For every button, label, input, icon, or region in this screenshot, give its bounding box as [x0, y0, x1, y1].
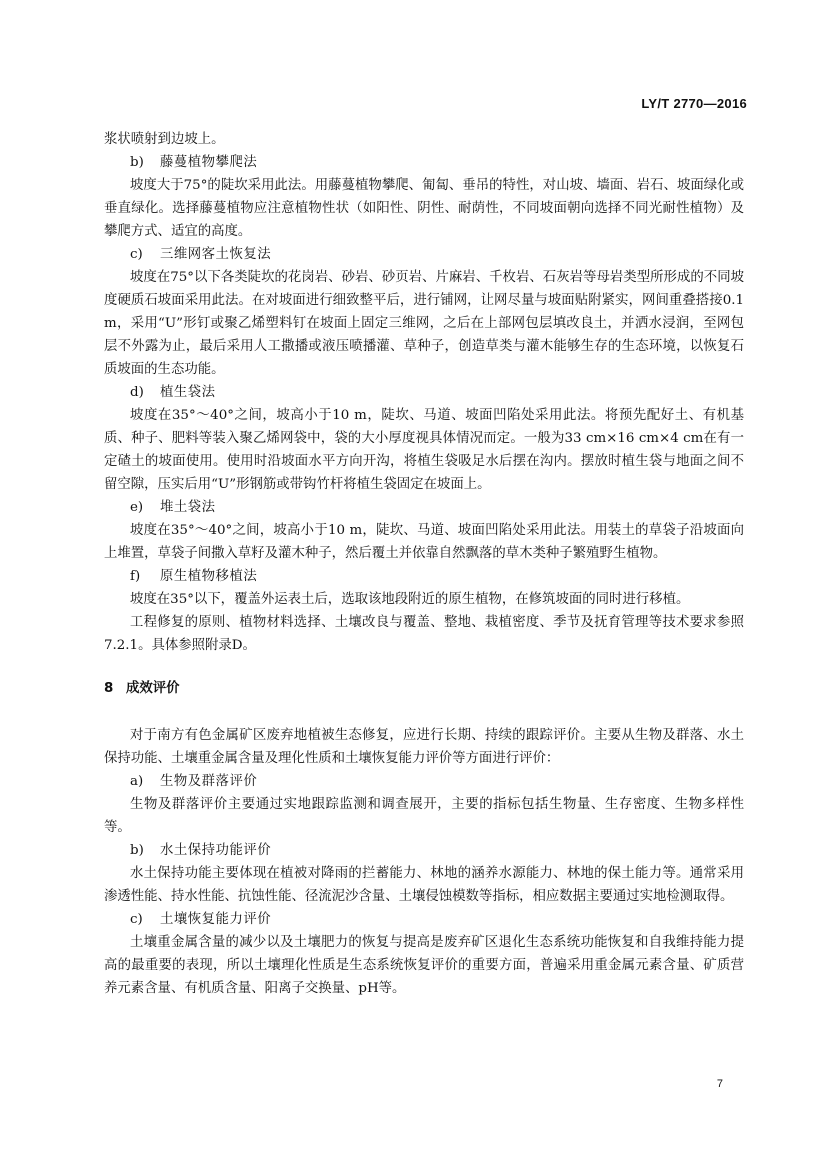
page-number: 7 [716, 1078, 723, 1090]
subsection-heading [130, 496, 744, 519]
body-paragraph: 土壤重金属含量的减少以及土壤肥力的恢复与提高是废弃矿区退化生态系统功能恢复和自我维持能力提高的最重要的表现，所以土壤理化性质是生态系统恢复评价的重要方面，普遍采用重金属元素含量、矿质营养元素含量、有机质含量、阳离子交换量、pH等。 [104, 935, 744, 996]
subsection-title: 土壤恢复能力评价 [160, 912, 272, 927]
subsection-label: d) [130, 385, 144, 400]
subsection-label: b) [130, 843, 144, 858]
standard-code: LY/T 2770—2016 [641, 96, 747, 111]
subsection-heading [130, 243, 744, 266]
subsection-label: f) [130, 569, 141, 584]
subsection-heading [130, 770, 744, 793]
subsection-title: 藤蔓植物攀爬法 [160, 155, 258, 170]
subsection-label: c) [130, 912, 143, 927]
body-paragraph: 坡度大于75°的陡坎采用此法。用藤蔓植物攀爬、匍匐、垂吊的特性，对山坡、墙面、岩石、坡面绿化或垂直绿化。选择藤蔓植物应注意植物性状（如阳性、阴性、耐荫性，不同坡面朝向选择不同光耐性植物）及攀爬方式、适宜的高度。 [104, 178, 744, 239]
section-number: 8 [104, 681, 114, 696]
section-heading [104, 677, 744, 700]
subsection-heading [130, 839, 744, 862]
body-paragraph: 坡度在75°以下各类陡坎的花岗岩、砂岩、砂页岩、片麻岩、千枚岩、石灰岩等母岩类型所形成的不同坡度硬质石坡面采用此法。在对坡面进行细致整平后，进行铺网，让网尽量与坡面贴附紧实，网间重叠搭接0.1 m，采用“U”形钉或聚乙烯塑料钉在坡面上固定三维网，之后在上部网包层填改良土，并洒水浸润，至网包层不外露为止，最后采用人工撒播或液压喷播灌、草种子，创造草类与灌木能够生存的生态环境，以恢复石质坡面的生态功能。 [104, 270, 744, 377]
subsection-label: e) [130, 500, 144, 515]
body-paragraph: 坡度在35°～40°之间，坡高小于10 m，陡坎、马道、坡面凹陷处采用此法。用装土的草袋子沿坡面向上堆置，草袋子间撒入草籽及灌木种子，然后覆土并依靠自然飘落的草木类种子繁殖野生植物。 [104, 523, 744, 561]
subsection-heading [130, 565, 744, 588]
subsection-title: 水土保持功能评价 [160, 843, 272, 858]
subsection-title: 堆土袋法 [160, 500, 216, 515]
body-paragraph: 浆状喷射到边坡上。 [104, 132, 225, 147]
body-paragraph: 工程修复的原则、植物材料选择、土壤改良与覆盖、整地、栽植密度、季节及抚育管理等技术要求参照7.2.1。具体参照附录D。 [104, 615, 744, 653]
subsection-heading [130, 381, 744, 404]
body-paragraph: 水土保持功能主要体现在植被对降雨的拦蓄能力、林地的涵养水源能力、林地的保土能力等。通常采用渗透性能、持水性能、抗蚀性能、径流泥沙含量、土壤侵蚀模数等指标，相应数据主要通过实地检测取得。 [104, 866, 744, 904]
subsection-heading [130, 908, 744, 931]
subsection-label: b) [130, 155, 144, 170]
subsection-title: 三维网客土恢复法 [160, 247, 272, 262]
subsection-label: c) [130, 247, 143, 262]
section-title: 成效评价 [126, 681, 180, 696]
subsection-heading [130, 151, 744, 174]
subsection-title: 原生植物移植法 [160, 569, 258, 584]
body-paragraph: 坡度在35°以下，覆盖外运表土后，选取该地段附近的原生植物，在修筑坡面的同时进行移植。 [130, 592, 690, 607]
body-paragraph: 坡度在35°～40°之间，坡高小于10 m，陡坎、马道、坡面凹陷处采用此法。将预先配好土、有机基质、种子、肥料等装入聚乙烯网袋中，袋的大小厚度视具体情况而定。一般为33 cm×16 cm×4 cm在有一定碴土的坡面使用。使用时沿坡面水平方向开沟，将植生袋吸足水后摆在沟内。摆放时植生袋与地面之间不留空隙，压实后用“U”形钢筋或带钩竹杆将植生袋固定在坡面上。 [104, 408, 744, 492]
document-body [104, 128, 744, 1000]
subsection-label: a) [130, 774, 144, 789]
body-paragraph: 对于南方有色金属矿区废弃地植被生态修复，应进行长期、持续的跟踪评价。主要从生物及群落、水土保持功能、土壤重金属含量及理化性质和土壤恢复能力评价等方面进行评价： [104, 728, 744, 766]
subsection-title: 生物及群落评价 [160, 774, 258, 789]
body-paragraph: 生物及群落评价主要通过实地跟踪监测和调查展开，主要的指标包括生物量、生存密度、生物多样性等。 [104, 797, 744, 835]
subsection-title: 植生袋法 [160, 385, 216, 400]
